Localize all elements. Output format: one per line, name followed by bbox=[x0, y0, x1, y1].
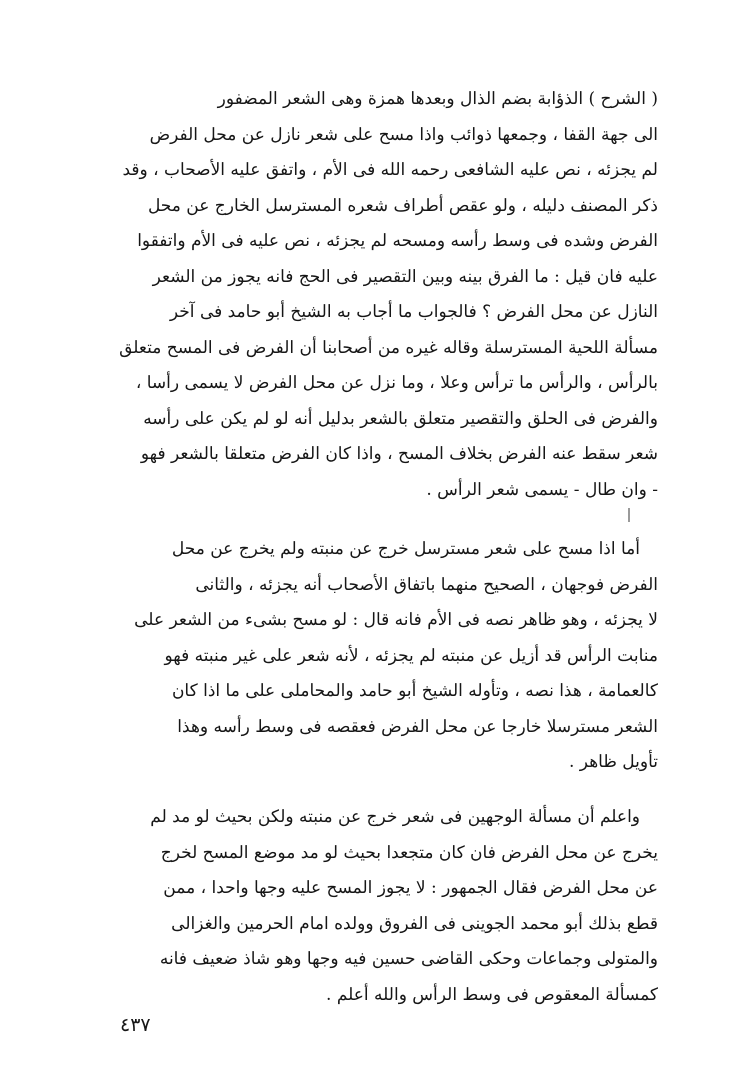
text-line: بالرأس ، والرأس ما ترأس وعلا ، وما نزل عن محل الفرض لا يسمى رأسا ، bbox=[135, 373, 658, 393]
text-line: قطع بذلك أبو محمد الجوينى فى الفروق وولده امام الحرمين والغزالى bbox=[171, 913, 658, 934]
ruling-paragraph bbox=[84, 532, 658, 781]
text-line: ذكر المصنف دليله ، ولو عقص أطراف شعره المسترسل الخارج عن محل bbox=[147, 195, 658, 216]
text-line: والفرض فى الحلق والتقصير متعلق بالشعر بدليل أنه لو لم يكن على رأسه bbox=[143, 408, 658, 429]
text-line: منابت الرأس قد أزيل عن منبته لم يجزئه ، لأنه شعر على غير منبته فهو bbox=[164, 645, 658, 666]
text-line: ( الشرح ) الذؤابة بضم الذال وبعدها همزة وهى الشعر المضفور bbox=[217, 89, 658, 109]
page-number: ٤٣٧ bbox=[120, 1014, 151, 1036]
text-line: عليه فان قيل : ما الفرق بينه وبين التقصير فى الحج فانه يجوز من الشعر bbox=[152, 266, 658, 287]
print-speck bbox=[628, 508, 630, 522]
text-line: مسألة اللحية المسترسلة وقاله غيره من أصحابنا أن الفرض فى المسح متعلق bbox=[119, 337, 658, 358]
text-line: الى جهة القفا ، وجمعها ذوائب واذا مسح على شعر نازل عن محل الفرض bbox=[149, 124, 658, 145]
text-line: الشعر مسترسلا خارجا عن محل الفرض فعقصه فى وسط رأسه وهذا bbox=[177, 716, 658, 737]
text-line: النازل عن محل الفرض ؟ فالجواب ما أجاب به الشيخ أبو حامد فى آخر bbox=[169, 302, 658, 322]
text-line: لم يجزئه ، نص عليه الشافعى رحمه الله فى الأم ، واتفق عليه الأصحاب ، وقد bbox=[122, 160, 658, 180]
text-line: واعلم أن مسألة الوجهين فى شعر خرج عن منبته ولكن بحيث لو مد لم bbox=[150, 807, 640, 827]
text-line: - وان طال - يسمى شعر الرأس . bbox=[426, 479, 658, 500]
text-line: الفرض فوجهان ، الصحيح منهما باتفاق الأصحاب أنه يجزئه ، والثانى bbox=[195, 574, 658, 595]
text-line: الفرض وشده فى وسط رأسه ومسحه لم يجزئه ، نص عليه فى الأم واتفقوا bbox=[137, 231, 658, 251]
text-line: شعر سقط عنه الفرض بخلاف المسح ، واذا كان الفرض متعلقا بالشعر فهو bbox=[140, 444, 658, 464]
text-line: كمسألة المعقوص فى وسط الرأس والله أعلم . bbox=[326, 984, 658, 1005]
text-line: أما اذا مسح على شعر مسترسل خرج عن منبته ولم يخرج عن محل bbox=[171, 539, 640, 559]
text-line: عن محل الفرض فقال الجمهور : لا يجوز المسح عليه وجها واحدا ، ممن bbox=[163, 878, 658, 898]
text-line: تأويل ظاهر . bbox=[569, 752, 658, 772]
text-line: لا يجزئه ، وهو ظاهر نصه فى الأم فانه قال : لو مسح بشىء من الشعر على bbox=[134, 610, 658, 630]
note-paragraph bbox=[84, 800, 658, 1013]
commentary-paragraph bbox=[84, 82, 658, 508]
text-line: كالعمامة ، هذا نصه ، وتأوله الشيخ أبو حامد والمحاملى على ما اذا كان bbox=[171, 681, 658, 701]
text-line: والمتولى وجماعات وحكى القاضى حسين فيه وجها وهو شاذ ضعيف فانه bbox=[159, 949, 658, 969]
text-line: يخرج عن محل الفرض فان كان متجعدا بحيث لو مد موضع المسح لخرج bbox=[160, 842, 658, 863]
